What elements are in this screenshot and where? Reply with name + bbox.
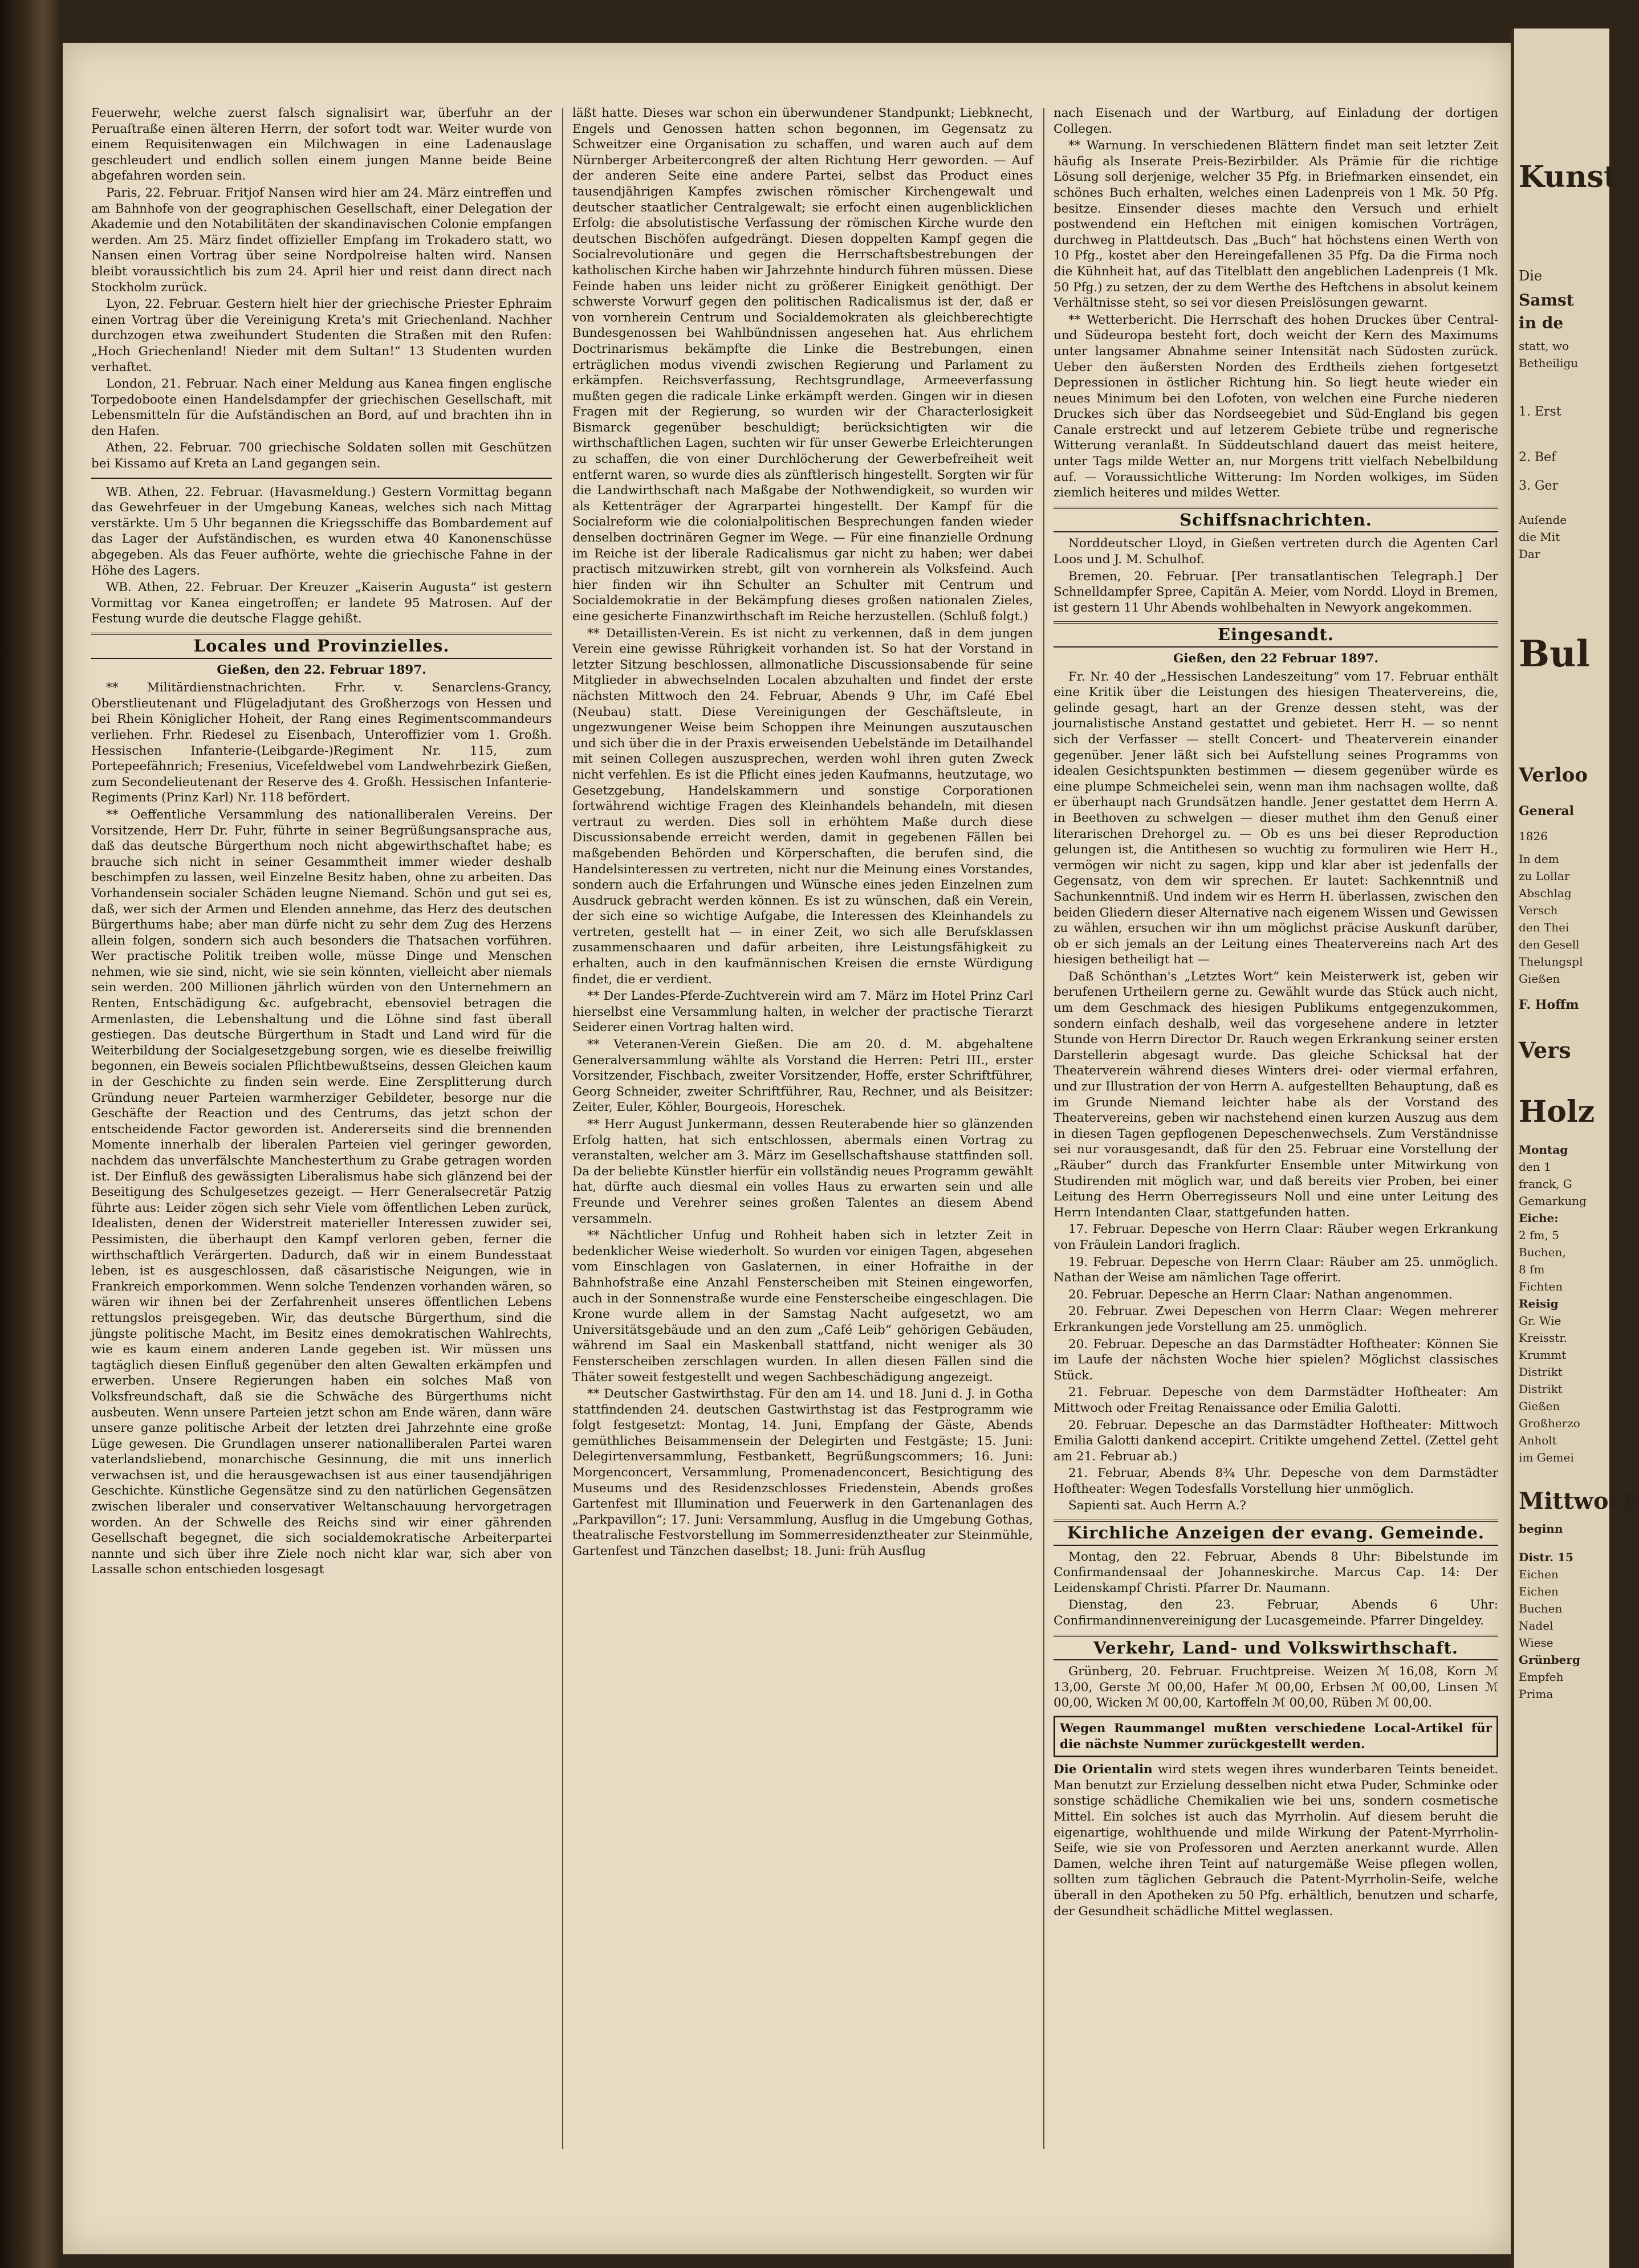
strip-fragment: Großherzo [1519,1416,1580,1430]
article-paragraph: Sapienti sat. Auch Herrn A.? [1068,1499,1246,1513]
article-paragraph: Grünberg, 20. Februar. Fruchtpreise. Weizen ℳ 16,08, Korn ℳ 13,00, Gerste ℳ 00,00, Hafer ℳ 00,00, Erbsen ℳ 00,00, Linsen ℳ 00,00, Wicken ℳ 00,00, Kartoffeln ℳ 00,00, Rüben ℳ 00,00. [1054,1664,1498,1711]
advertisement [1054,1762,1498,1919]
strip-fragment: Thelungspl [1519,955,1583,968]
strip-fragment: Gemarkung [1519,1194,1587,1208]
strip-fragment: Grünberg [1519,1653,1580,1667]
article-paragraph: 21. Februar, Abends 8¾ Uhr. Depesche von dem Darmstädter Hoftheater: Wegen Todesfalls Vorstellung hier unmöglich. [1054,1466,1498,1496]
strip-fragment: Gießen [1519,1399,1560,1413]
strip-fragment: 3. Ger [1519,479,1559,493]
strip-fragment: den 1 [1519,1160,1551,1174]
section-heading: Schiffsnachrichten. [1054,507,1498,533]
strip-fragment: Kunst [1519,160,1617,194]
book-binding [0,0,63,2268]
strip-fragment: Vers [1519,1037,1571,1063]
strip-fragment: 2 fm, 5 [1519,1228,1559,1242]
strip-fragment: In dem [1519,852,1559,866]
strip-fragment: Betheiligu [1519,356,1579,370]
strip-fragment: beginn [1519,1522,1563,1536]
strip-fragment: Mittwoch [1519,1488,1639,1514]
strip-fragment: Holz [1519,1094,1595,1129]
article-paragraph: ** Militärdienstnachrichten. Frhr. v. Senarclens-Grancy, Oberstlieutenant und Flügeladjutant des Großherzogs von Hessen und bei Rhein Königlicher Hoheit, der Rang eines Regimentscommandeurs verliehen. Frhr. Riedesel zu Eisenbach, Unteroffizier vom 1. Großh. Hessischen Infanterie-(Leibgarde-)Regiment Nr. 115, zum Portepeefähnrich; Fresenius, Vicefeldwebel vom Landwehrbezirk Gießen, zum Secondelieutenant der Reserve des 4. Großh. Hessischen Infanterie-Regiments (Prinz Karl) Nr. 118 befördert. [91,681,552,805]
strip-fragment: F. Hoffm [1519,997,1579,1012]
strip-fragment: General [1519,804,1574,819]
strip-fragment: im Gemei [1519,1451,1574,1464]
strip-fragment: Kreisstr. [1519,1331,1568,1345]
article-paragraph: Montag, den 22. Februar, Abends 8 Uhr: Bibelstunde im Confirmandensaal der Johanneskirche. Marcus Cap. 14: Der Leidenskampf Christi. Pfarrer Dr. Naumann. [1054,1549,1498,1595]
article-paragraph: 21. Februar. Depesche von dem Darmstädter Hoftheater: Am Mittwoch oder Freitag Renaissance oder Emilia Galotti. [1054,1385,1498,1415]
strip-fragment: 2. Bef [1519,450,1556,465]
article-paragraph: 20. Februar. Depesche an Herrn Claar: Nathan angenommen. [1068,1287,1453,1302]
article-paragraph: ** Deutscher Gastwirthstag. Für den am 14. und 18. Juni d. J. in Gotha stattfindenden 24. deutschen Gastwirthstag ist das Festprogramm wie folgt festgesetzt: Montag, 14. Juni, Empfang der Gäste, Abends gemüthliches Beisammensein der Delegirten und Festgäste; 15. Juni: Delegirtenversammlung, Festbankett, Begrüßungscommers; 16. Juni: Morgenconcert, Versammlung, Promenadenconcert, Besichtigung des Museums und des Residenzschlosses Friedenstein, Abends großes Gartenfest mit Illumination und Feuerwerk in den Gartenanlagen des „Parkpavillon“; 17. Juni: Versammlung, Ausflug in die Umgebung Gothas, theatralische Festvorstellung im Sommerresidenztheater zur Steinmühle, Gartenfest und Tänzchen daselbst; 18. Juni: früh Ausflug [572,1387,1033,1559]
strip-fragment: in de [1519,313,1564,332]
article-paragraph: ** Warnung. In verschiedenen Blättern findet man seit letzter Zeit häufig als Inserate Preis-Bezirbilder. Als Prämie für die richtige Lösung soll derjenige, welcher 35 Pfg. in Briefmarken einsendet, ein schönes Buch erhalten, welches einen Ladenpreis von 1 Mk. 50 Pfg. besitze. Einsender dieses machte den Versuch und erhielt postwendend ein Heftchen mit einigen komischen Vorträgen, durchweg in Plattdeutsch. Das „Buch“ hat höchstens einen Werth von 10 Pfg., kostet aber den Hereingefallenen 35 Pfg. Da die Firma noch die Kühnheit hat, auf das Titelblatt den angeblichen Ladenpreis (1 Mk. 50 Pfg.) zu setzen, der zu dem Werthe des Heftchens in absolut keinem Verhältnisse steht, so sei vor diesen Preislösungen gewarnt. [1054,139,1498,311]
section-heading: Verkehr, Land- und Volkswirthschaft. [1054,1635,1498,1661]
strip-fragment: 8 fm [1519,1263,1545,1276]
strip-fragment: Prima [1519,1687,1553,1701]
article-paragraph: 19. Februar. Depesche von Herrn Claar: Räuber am 25. unmöglich. Nathan der Weise am nämlichen Tage offerirt. [1054,1255,1498,1285]
strip-fragment: Distrikt [1519,1365,1563,1379]
strip-fragment: 1826 [1519,829,1548,843]
strip-fragment: 1. Erst [1519,405,1561,419]
strip-fragment: Dar [1519,547,1540,561]
article-paragraph: Feuerwehr, welche zuerst falsch signalisirt war, überfuhr an der Peruaſtraße einen älteren Herrn, der sofort todt war. Weiter wurde von einem Requisitenwagen ein Milchwagen in eine Ladenauslage geschleudert und endlich sollen einem jungen Manne beide Beine abgefahren worden sein. [91,106,552,184]
strip-fragment: Abschlag [1519,886,1572,900]
article-paragraph: läßt hatte. Dieses war schon ein überwundener Standpunkt; Liebknecht, Engels und Genossen hatten schon begonnen, im Gegensatz zu Schweitzer eine Organisation zu schaffen, und waren auch auf dem Nürnberger Arbeitercongreß der alten Richtung Herr geworden. — Auf der anderen Seite eine andere Partei, selbst das Product eines tausendjährigen Kampfes zwischen römischer Kirchengewalt und deutscher staatlicher Centralgewalt; sie erfocht einen augenblicklichen Erfolg: die absolutistische Verfassung der römischen Kirche wurde den deutschen Bischöfen aufgedrängt. Diesen doppelten Kampf gegen die Socialrevolutionäre und gegen die Herrschaftsbestrebungen der katholischen Kirche haben wir Jahrzehnte hindurch führen müssen. Diese Feinde haben uns leider nicht zu größerer Einigkeit genöthigt. Der schwerste Vorwurf gegen den politischen Radicalismus ist der, daß er von vornherein Centrum und Socialdemokraten als gleichberechtigte Bundesgenossen bei Wahlbündnissen angesehen hat. Aus ehrlichem Doctrinarismus bekämpfte die Linke die Bestrebungen, einen erträglichen modus vivendi zwischen Regierung und Parlament zu erkämpfen. Reichsverfassung, Rechtsgrundlage, Armeeverfassung mußten gegen die radicale Linke erkämpft werden. Gingen wir in diesen Fragen mit der Regierung, so wurden wir der Characterlosigkeit Bismarck gegenüber beschuldigt; berücksichtigten wir die wirthschaftlichen Lagen, suchten wir für unser Gewerbe Erleichterungen zu schaffen, die von einer Durchlöcherung der Gewerbefreiheit weit entfernt waren, so wurde dies als zünftlerisch hingestellt. Sorgten wir für die Landwirthschaft nach Maßgabe der Nothwendigkeit, so wurden wir als Kettenträger der Agrarpartei hingestellt. Der Kampf für die Socialreform wie die colonialpolitischen Besprechungen fanden wieder denselben doctrinären Gegner im Wege. — Für eine finanzielle Ordnung im Reiche ist der liberale Radicalismus gar nicht zu haben; wer dabei practisch mitzuwirken strebt, gilt von vornherein als Volksfeind. Auch hier finden wir ihn Schulter an Schulter mit Centrum und Socialdemokratie in der Bekämpfung dieses großen nationalen Zieles, eine gesicherte Finanzwirthschaft im Reiche herzustellen. (Schluß folgt.) [572,106,1033,624]
article-paragraph: Athen, 22. Februar. 700 griechische Soldaten sollen mit Geschützen bei Kissamo auf Kreta an Land gegangen sein. [91,441,552,471]
strip-fragment: Gießen [1519,972,1560,986]
column-1 [91,105,552,2152]
strip-fragment: Eichen [1519,1585,1559,1598]
strip-fragment: Buchen, [1519,1245,1566,1259]
strip-fragment: franck, G [1519,1177,1572,1191]
strip-fragment: Auſende [1519,513,1567,527]
strip-fragment: Eichen [1519,1567,1559,1581]
strip-fragment: Empfeh [1519,1670,1564,1684]
strip-fragment: den Thei [1519,921,1569,934]
article-paragraph: ** Herr August Junkermann, dessen Reuterabende hier so glänzenden Erfolg hatten, hat sich entschlossen, abermals einen Vortrag zu veranstalten, welcher am 3. März im Gesellschaftshause stattfinden soll. Da der beliebte Künstler hierfür ein vollständig neues Programm gewählt hat, dürfte auch diesmal ein volles Haus zu erwarten sein und alle Freunde und Verehrer seines großen Talentes an diesem Abend versammeln. [572,1117,1033,1226]
article-paragraph: ** Detaillisten-Verein. Es ist nicht zu verkennen, daß in dem jungen Verein eine gewisse Rührigkeit vorhanden ist. So hat der Vorstand in letzter Sitzung beschlossen, allmonatliche Discussionsabende für seine Mitglieder in abwechselnden Localen abzuhalten und findet der erste nächsten Mittwoch den 24. Februar, Abends 9 Uhr, im Café Ebel (Neubau) statt. Diese Vereinigungen der Geschäftsleute, in ungezwungener Weise beim Schoppen ihre Meinungen auszutauschen und sich über die in der Praxis erweisenden Uebelstände im Detailhandel mit seinen Collegen auszusprechen, werden wohl ihren guten Zweck nicht verfehlen. Es ist die Pflicht eines jeden Kaufmanns, heutzutage, wo Gesetzgebung, Handelskammern und sonstige Corporationen fortwährend wichtige Fragen des Kleinhandels behandeln, mit diesen vertraut zu werden. Dies soll in erhöhtem Maße durch diese Discussionsabende erreicht werden, damit in gegebenen Fällen bei maßgebenden Behörden und Körperschaften, die berufen sind, die Handelsinteressen zu vertreten, nicht nur die Meinung eines Vorstandes, sondern auch die Erfahrungen und Wünsche eines jeden Einzelnen zum Ausdruck gebracht werden können. Es ist zu wünschen, daß ein Verein, der sich eine so wichtige Aufgabe, die Interessen des Kleinhandels zu vertreten, gestellt hat — in einer Zeit, wo sich alle Berufsklassen zusammenschaaren und dafür arbeiten, ihre Leistungsfähigkeit zu erhalten, auch in den kaufmännischen Kreisen die ernste Würdigung findet, die er verdient. [572,626,1033,987]
advertisement-title: Die Orientalin [1054,1762,1153,1777]
strip-fragment: die Mit [1519,530,1560,544]
section-heading: Kirchliche Anzeigen der evang. Gemeinde. [1054,1520,1498,1546]
section-heading: Locales und Provinzielles. [91,633,552,659]
article-paragraph: Daß Schönthan's „Letztes Wort“ kein Meisterwerk ist, geben wir berufenen Urtheilern gerne zu. Gewählt wurde das Stück auch nicht, um dem Geschmack des hiesigen Publikums entgegenzukommen, sondern einfach deshalb, weil das vorgesehene andere in letzter Stunde von Herrn Director Dr. Rauch wegen Erkrankung seiner ersten Darstellerin abgesagt wurde. Das gleiche Schicksal hat der Theaterverein während dieses Winters drei- oder viermal erfahren, und zur Illustration der von Herrn A. aufgestellten Behauptung, daß es im Grunde Niemand leichter habe als der Vorstand des Theatervereins, geben wir nachstehend einen kurzen Auszug aus dem in diesen Tagen gepflogenen Depeschenwechsels. Zum Verständnisse sei nur vorausgesandt, daß für den 25. Februar eine Vorstellung der „Räuber“ durch das Frankfurter Ensemble unter Mitwirkung von Studirenden mit möglich war, und daß bereits vier Proben, bei einer Leitung des Herrn Oberregisseurs Noll und eine unter Leitung des Herrn Intendanten Claar, stattgefunden hatten. [1054,969,1498,1220]
strip-fragment: Wiese [1519,1636,1553,1650]
article-paragraph: Lyon, 22. Februar. Gestern hielt hier der griechische Priester Ephraim einen Vortrag über die Vereinigung Kreta's mit Griechenland. Nachher durchzogen etwa zweihundert Studenten die Straßen mit den Rufen: „Hoch Griechenland! Nieder mit dem Sultan!“ 13 Studenten wurden verhaftet. [91,297,552,374]
dateline: Gießen, den 22 Februar 1897. [1173,652,1378,666]
strip-fragment: Versch [1519,903,1558,917]
column-rule [1043,108,1044,2149]
article-paragraph: ** Veteranen-Verein Gießen. Die am 20. d. M. abgehaltene Generalversammlung wählte als Vorstand die Herren: Petri III., erster Vorsitzender, Fischbach, zweiter Vorsitzender, Hoffe, erster Schriftführer, Georg Schneider, zweiter Schriftführer, Rau, Rechner, und als Beisitzer: Zeiter, Euler, Köhler, Bourgeois, Horeschek. [572,1037,1033,1115]
article-paragraph: 20. Februar. Depesche an das Darmstädter Hoftheater: Können Sie im Laufe der nächsten Woche hier spielen? Möglichst classisches Stück. [1054,1337,1498,1383]
article-paragraph: Dienstag, den 23. Februar, Abends 6 Uhr: Confirmandinnenvereinigung der Lucasgemeinde. Pfarrer Dingeldey. [1054,1598,1498,1628]
article-paragraph: ** Nächtlicher Unfug und Rohheit haben sich in letzter Zeit in bedenklicher Weise wiederholt. So wurden vor einigen Tagen, abgesehen vom Einschlagen von Gaslaternen, in einer Hofraithe in der Bahnhofstraße eine Anzahl Fensterscheiben mit Steinen eingeworfen, auch in der Sonnenstraße wurde eine Fensterscheibe eingeschlagen. Die Krone wurde allem in der Samstag Nacht aufgesetzt, wo am Universitätsgebäude und an den zum „Café Leib“ gehörigen Gebäuden, während im Saal ein Maskenball stattfand, nicht weniger als 30 Fensterscheiben zerschlagen wurden. In allen diesen Fällen sind die Thäter soweit festgestellt und wegen Sachbeschädigung angezeigt. [572,1228,1033,1385]
strip-fragment: Gr. Wie [1519,1314,1561,1328]
article-paragraph: Norddeutscher Lloyd, in Gießen vertreten durch die Agenten Carl Loos und J. M. Schulhof. [1054,536,1498,567]
strip-fragment: Buchen [1519,1602,1563,1615]
column-rule [562,108,563,2149]
article-paragraph: 17. Februar. Depesche von Herrn Claar: Räuber wegen Erkrankung von Fräulein Landori fraglich. [1054,1222,1498,1252]
strip-fragment: Samst [1519,291,1574,310]
strip-fragment: den Gesell [1519,938,1580,951]
dateline: Gießen, den 22. Februar 1897. [217,662,426,677]
strip-fragment: Distrikt [1519,1382,1563,1396]
strip-fragment: Reisig [1519,1297,1559,1310]
strip-fragment: Verloo [1519,764,1588,787]
strip-fragment: Anholt [1519,1434,1557,1447]
strip-fragment: Montag [1519,1143,1568,1157]
article-paragraph: Fr. Nr. 40 der „Hessischen Landeszeitung“ vom 17. Februar enthält eine Kritik über die Leistungen des hiesigen Theatervereins, die, gelinde gesagt, hart an der Grenze dessen steht, was der journalistische Anstand gestattet und gebietet. Herr H. — so nennt sich der Verfasser — stellt Concert- und Theaterverein einander gegenüber. Jener läßt sich bei Aufstellung seines Programms von idealen Gesichtspunkten bestimmen — diesem gegenüber würde es eine plumpe Schmeichelei sein, wenn man ihm nachsagen wollte, daß er überhaupt nach Grundsätzen handle. Jener gestattet dem Herrn A. in Beethoven zu schwelgen — dieser muthet ihm den Genuß einer literarischen Drehorgel zu. — Ob es uns bei dieser Reproduction gelungen ist, die Antithesen so wuchtig zu formuliren wie Herr H., vermögen wir nicht zu sagen, kipp und klar aber ist jedenfalls der Gegensatz, von dem wir sprechen. Er lautet: Sachkenntniß und Sachunkenntniß. Und indem wir es Herrn H. überlassen, zwischen den beiden Gliedern dieser Alternative nach eigenem Wissen und Gewissen zu wählen, ersuchen wir ihn um möglichst präcise Auskunft darüber, ob er sich jemals an der Leitung eines Theatervereins nach Art des hiesigen betheiligt hat — [1054,669,1498,967]
divider [91,478,552,479]
article-paragraph: WB. Athen, 22. Februar. (Havasmeldung.) Gestern Vormittag begann das Gewehrfeuer in der Umgebung Kaneas, welches sich nach Mittag verstärkte. Um 5 Uhr begannen die Kriegsschiffe das Bombardement auf das Lager der Aufständischen, es wurden etwa 40 Kanonenschüsse abgegeben. Als das Feuer aufhörte, wehte die griechische Fahne in der Höhe des Lagers. [91,484,552,578]
column-3 [1054,105,1498,2152]
article-paragraph: 20. Februar. Depesche an das Darmstädter Hoftheater: Mittwoch Emilia Galotti dankend accepirt. Critikte umgehend Zettel. (Zettel geht am 21. Februar ab.) [1054,1418,1498,1464]
article-paragraph: WB. Athen, 22. Februar. Der Kreuzer „Kaiserin Augusta“ ist gestern Vormittag vor Kanea eingetroffen; er landete 95 Matrosen. Auf der Festung wurde die deutsche Flagge gehißt. [91,580,552,626]
strip-fragment: zu Lollar [1519,869,1570,883]
article-paragraph: nach Eisenach und der Wartburg, auf Einladung der dortigen Collegen. [1054,106,1498,136]
article-paragraph: ** Der Landes-Pferde-Zuchtverein wird am 7. März im Hotel Prinz Carl hierselbst eine Versammlung halten, in welcher der practische Tierarzt Seiderer einen Vortrag halten wird. [572,989,1033,1035]
strip-fragment: Die [1519,268,1543,284]
strip-fragment: Fichten [1519,1280,1563,1293]
strip-fragment: Krummt [1519,1348,1567,1362]
strip-fragment: Bul [1519,633,1590,675]
section-heading: Eingesandt. [1054,621,1498,648]
article-paragraph: ** Wetterbericht. Die Herrschaft des hohen Druckes über Central- und Südeuropa besteht fort, doch weicht der Kern des Maximums unter langsamer Abnahme seiner Intensität nach Südosten zurück. Ueber den äußersten Norden des Erdtheils ziehen fortgesetzt Depressionen in östlicher Richtung hin. So liegt heute wieder ein neues Minimum bei den Lofoten, von welchen eine Furche niederen Druckes sich über das Nordseegebiet und Süd-England bis gegen Canale erstreckt und auf letzerem Gebiete trübe und regnerische Witterung veranlaßt. In Süddeutschland dauert das meist heitere, unter Tags milde Wetter an, nur Morgens tritt vielfach Nebelbildung auf. — Voraussichtliche Witterung: Im Norden wolkiges, im Süden ziemlich heiteres und mildes Wetter. [1054,312,1498,500]
strip-fragment: statt, wo [1519,339,1569,353]
article-paragraph: London, 21. Februar. Nach einer Meldung aus Kanea fingen englische Torpedoboote einen Handelsdampfer der griechischen Gesellschaft, mit Lebensmitteln für die Aufständischen an Bord, auf und brachten ihn in den Hafen. [91,377,552,438]
article-paragraph: 20. Februar. Zwei Depeschen von Herrn Claar: Wegen mehrerer Erkrankungen jede Vorstellung am 25. unmöglich. [1054,1304,1498,1334]
adjacent-page-strip [1511,28,1639,2268]
notice-box: Wegen Raummangel mußten verschiedene Local-Artikel für die nächste Nummer zurückgestellt werden. [1054,1716,1498,1757]
article-paragraph: Paris, 22. Februar. Fritjof Nansen wird hier am 24. März eintreffen und am Bahnhofe von der geographischen Gesellschaft, einer Delegation der Akademie und den Notabilitäten der skandinavischen Colonie empfangen werden. Am 25. März findet offizieller Empfang im Trokadero statt, wo Nansen einen Vortrag über seine Nordpolreise halten wird. Nansen bleibt voraussichtlich bis zum 24. April hier und reist dann direct nach Stockholm zurück. [91,185,552,295]
article-paragraph: Bremen, 20. Februar. [Per transatlantischen Telegraph.] Der Schnelldampfer Spree, Capitän A. Meier, vom Nordd. Lloyd in Bremen, ist gestern 11 Uhr Abends wohlbehalten in Newyork angekommen. [1054,569,1498,615]
strip-fragment: Eiche: [1519,1211,1559,1225]
advertisement-text: wird stets wegen ihres wunderbaren Teints beneidet. Man benutzt zur Erzielung desselben nicht etwa Puder, Schminke oder sonstige schädliche Chemikalien wie bei uns, sondern cosmetische Mittel. Ein solches ist auch das Myrrholin. Auf diesem beruht die eigenartige, wohlthuende und milde Wirkung der Patent-Myrrholin-Seife, wie sie von Professoren und Aerzten anerkannt wurde. Allen Damen, welche ihren Teint auf naturgemäße Weise pflegen wollen, sollten zum täglichen Gebrauch die Patent-Myrrholin-Seife, welche überall in den Apotheken zu 50 Pfg. erhältlich, benutzen und scharfe, der Gesundheit schädliche Mittel weglassen. [1054,1762,1499,1919]
strip-fragment: Distr. 15 [1519,1550,1573,1564]
article-paragraph: ** Oeffentliche Versammlung des nationalliberalen Vereins. Der Vorsitzende, Herr Dr. Fuhr, führte in seiner Begrüßungsansprache aus, daß das deutsche Bürgerthum noch nicht abgewirthschaftet habe; es brauche sich nicht in seiner Gesammtheit immer wieder deshalb beschimpfen zu lassen, weil Einzelne Besitz haben, ohne zu arbeiten. Das Vorhandensein socialer Schäden leugne Niemand. Schön und gut sei es, daß, wer sich der Armen und Elenden annehme, das Herz des deutschen Bürgerthums habe; aber man dürfe nicht zu sehr dem Zug des Herzens allein folgen, sondern sich auch besonders die Thatsachen vorführen. Wer practische Politik treiben wolle, müsse Dinge und Menschen nehmen, wie sie sind, nicht, wie sie sein könnten, vielleicht aber niemals sein werden. 200 Millionen jährlich würden von den Unternehmern an Renten, Entschädigung &c. aufgebracht, ebensoviel betragen die Armenlasten, die Lebenshaltung und die Löhne sind fast überall gestiegen. Das deutsche Bürgerthum in Stadt und Land wird für die Weiterbildung der Socialgesetzgebung sorgen, wie es dieselbe freiwillig begonnen, ein Beweis socialen Pflichtbewußtseins, dessen Gleichen kaum in der Geschichte zu finden sein werde. Eine Zersplitterung durch Gründung neuer Parteien warmherziger Gebildeter, besorge nur die Geschäfte der Reaction und des Centrums, das jetzt schon der entscheidende Factor geworden ist. Andererseits sind die brennenden Momente innerhalb der liberalen Parteien viel geringer geworden, nachdem das unverfälschte Manchesterthum zu Grabe getragen worden ist. Der Einfluß des gewässigten Liberalismus habe sich glänzend bei der Beseitigung des Schulgesetzes gezeigt. — Herr Generalsecretär Patzig führte aus: Leider zögen sich sehr Viele vom öffentlichen Leben zurück, Idealisten, denen der Widerstreit materieller Interessen zuwider sei, Pessimisten, die überhaupt den Kampf verloren geben, ferner die wirthschaftlich Verärgerten. Dadurch, daß wir in einem Bundesstaat leben, ist es ausgeschlossen, daß cäsaristische Neigungen, wie in Frankreich emporkommen. Wenn solche Tendenzen vorhanden wären, so wären wir ihnen bei der Zerfahrenheit unseres öffentlichen Lebens rettungslos preisgegeben. Wir, das deutsche Bürgerthum, sind die jüngste politische Macht, im Besitz eines demokratischen Wahlrechts, wie es kaum einem anderen Lande gegeben ist. Wir müssen uns tagtäglich diesen Einfluß gegenüber den alten Gewalten erkämpfen und erwerben. Unsere Regierungen haben ein solches Maß von Volksfreundschaft, daß sie die Schwäche des Bürgerthums nicht ausbeuten. Wenn unsere Parteien jetzt schon am Ende wären, dann wäre unsere ganze politische Arbeit der letzten drei Jahrzehnte eine große Lüge gewesen. Die Grundlagen unserer nationalliberalen Partei waren vaterlandsliebend, monarchische Gesinnung, die mit uns innerlich verwachsen ist, und die herausgewachsen ist aus einer tausendjährigen Geschichte. Künstliche Gegensätze sind zu den natürlichen Gegensätzen zwischen liberaler und conservativer Weltanschauung hervorgetragen worden. An der Schwelle des Reichs sind wir einer gährenden Gesellschaft begegnet, die sich socialdemokratische Arbeiterpartei nannte und sich über ihre Ziele noch nicht klar war, sich aber von Lassalle schon entschieden losgesagt [91,807,552,1577]
strip-fragment: Nadel [1519,1619,1553,1632]
column-2 [572,105,1033,2152]
